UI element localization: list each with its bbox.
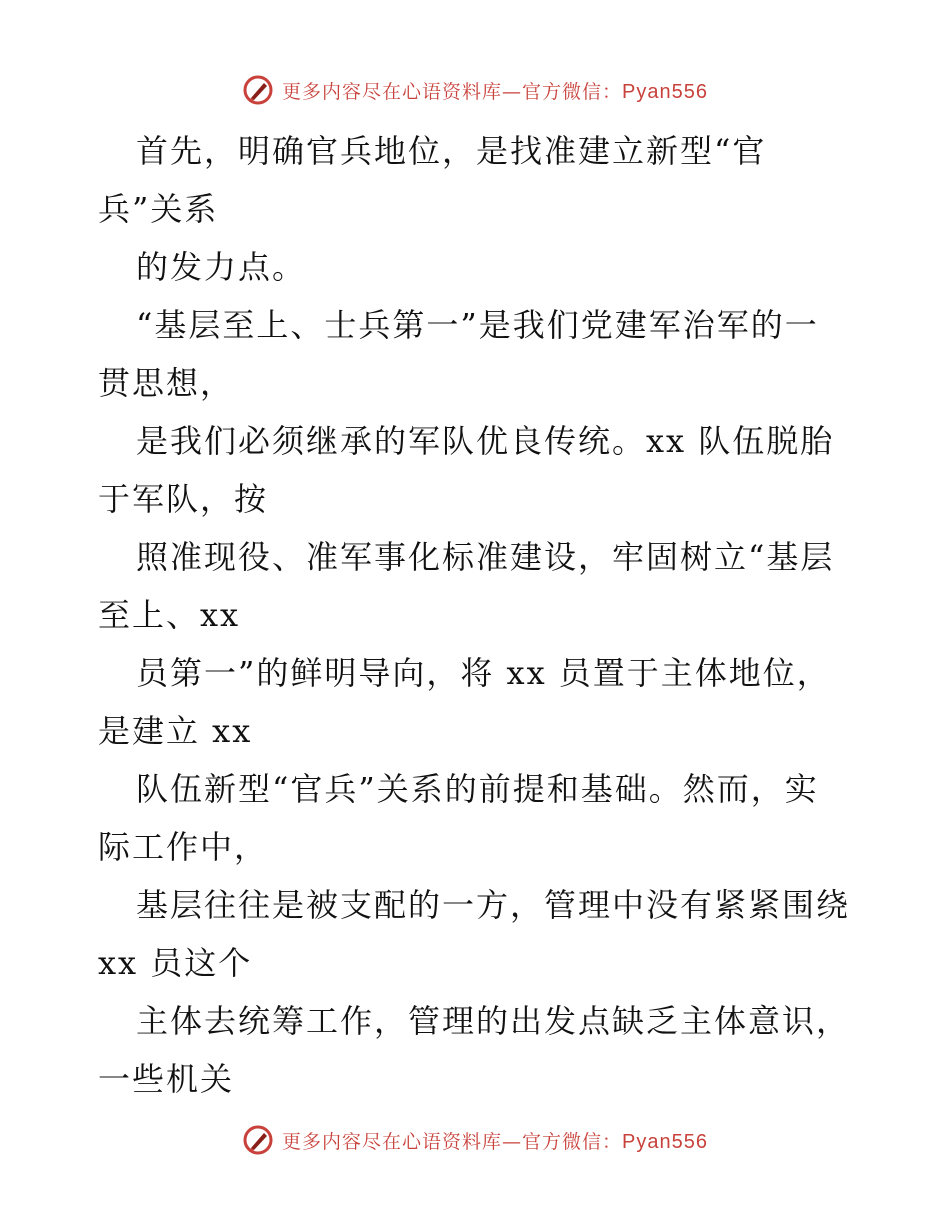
text-line: “基层至上、士兵第一”是我们党建军治军的一 bbox=[136, 306, 819, 344]
text-line: 兵”关系 bbox=[98, 190, 219, 228]
pen-logo-icon bbox=[242, 1124, 274, 1156]
text-line: 际工作中， bbox=[98, 828, 269, 866]
document-body bbox=[98, 122, 858, 1108]
header-banner-text: 更多内容尽在心语资料库—官方微信：Pyan556 bbox=[282, 80, 708, 103]
text-line: 队伍新型“官兵”关系的前提和基础。然而，实 bbox=[136, 770, 819, 808]
text-line: 员第一”的鲜明导向，将 xx 员置于主体地位， bbox=[136, 654, 831, 692]
text-line: 一些机关 bbox=[98, 1060, 235, 1098]
wechat-handle: Pyan556 bbox=[622, 1130, 708, 1153]
wechat-handle: Pyan556 bbox=[622, 80, 708, 103]
text-line: 首先，明确官兵地位，是找准建立新型“官 bbox=[136, 132, 767, 170]
text-line: 是我们必须继承的军队优良传统。xx 队伍脱胎 bbox=[136, 422, 835, 460]
header-banner bbox=[0, 70, 950, 110]
text-line: 的发力点。 bbox=[136, 248, 307, 286]
pen-logo-icon bbox=[242, 74, 274, 106]
text-line: 照准现役、准军事化标准建设，牢固树立“基层 bbox=[136, 538, 835, 576]
text-line: 贯思想， bbox=[98, 364, 235, 402]
footer-banner-text: 更多内容尽在心语资料库—官方微信：Pyan556 bbox=[282, 1130, 708, 1153]
text-line: 主体去统筹工作，管理的出发点缺乏主体意识， bbox=[136, 1002, 851, 1040]
text-line: 基层往往是被支配的一方，管理中没有紧紧围绕 bbox=[136, 886, 851, 924]
text-line: 于军队，按 bbox=[98, 480, 269, 518]
footer-banner bbox=[0, 1120, 950, 1160]
text-line: 至上、xx bbox=[98, 596, 241, 634]
text-line: xx 员这个 bbox=[98, 944, 253, 982]
text-line: 是建立 xx bbox=[98, 712, 253, 750]
